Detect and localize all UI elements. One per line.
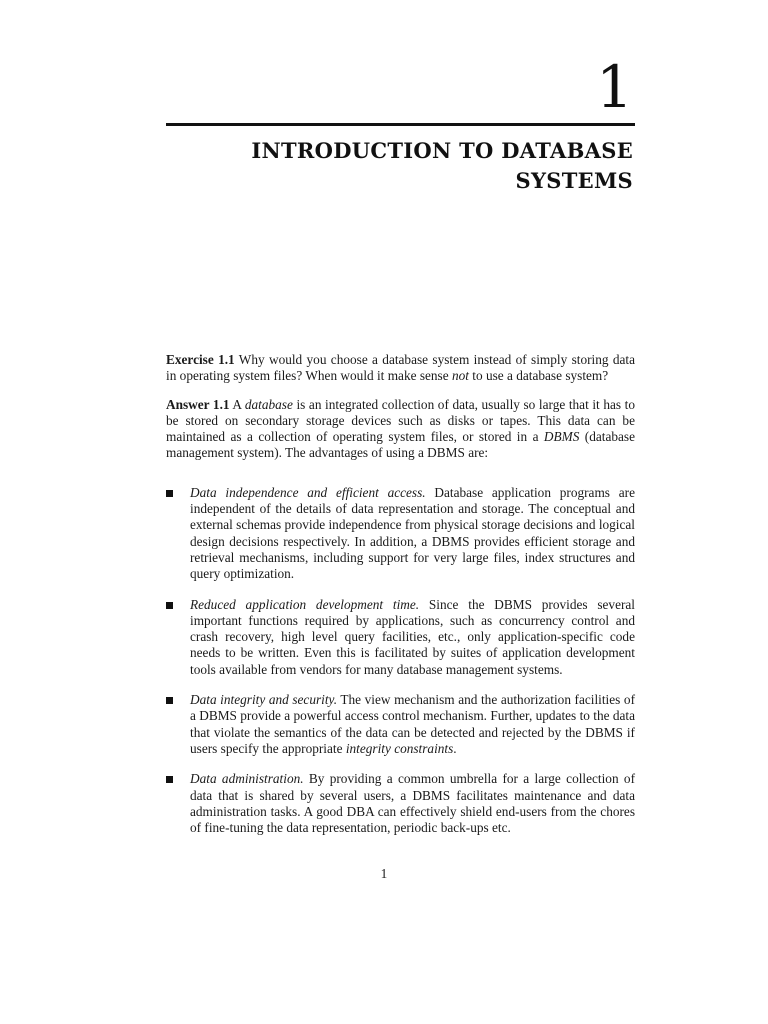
exercise-paragraph: [166, 352, 635, 385]
answer-text-b: is an integrated collection of data, usually so large that it has to be stored on secondary storage devices such as disks or tapes. This data can be maintained as a collection of operating system files, or stored in a: [166, 396, 635, 445]
item-text: Database application programs are independent of the details of data representation and storage. The conceptual and external schemas provide independence from physical storage decisions and logical design decisions respectively. In addition, a DBMS provides efficient storage and retrieval mechanisms, including support for very large files, index structures and query optimization.: [190, 484, 635, 582]
exercise-label: Exercise 1.1: [166, 352, 235, 367]
list-item-data-integrity: [166, 692, 635, 757]
bullet-square-icon: [166, 776, 173, 783]
list-item-reduced-dev-time: [166, 597, 635, 678]
answer-label: Answer 1.1: [166, 396, 230, 412]
item-term-integrity-constraints: integrity constraints: [345, 740, 454, 756]
answer-text-a: A: [229, 396, 245, 412]
chapter-title-line-1: INTRODUCTION TO DATABASE: [251, 138, 633, 163]
chapter-number: 1: [596, 53, 633, 121]
answer-term-database: database: [244, 396, 293, 412]
item-text: The view mechanism and the authorization facilities of a DBMS provide a powerful access control mechanism. Further, updates to the data that violate the semantics of the data can be detected and rejected by the DBMS if users specify the appropriate: [190, 692, 635, 756]
list-item-data-independence: [166, 485, 635, 583]
item-title: Data integrity and security.: [190, 692, 338, 708]
body-text: [166, 352, 635, 850]
item-text-end: .: [453, 740, 457, 756]
chapter-title-line-2: SYSTEMS: [515, 168, 633, 193]
exercise-text-a: Why would you choose a database system instead of simply storing data in operating system files? When would it make sense: [166, 352, 635, 384]
item-title: Data independence and efficient access.: [190, 484, 426, 500]
answer-paragraph: [166, 397, 635, 462]
item-text: Since the DBMS provides several important functions required by applications, such as concurrency control and crash recovery, high level query facilities, etc., only application-specific code needs to be written. Even this is facilitated by suites of application development tools available from vendors for many database management systems.: [190, 596, 635, 677]
answer-term-dbms: DBMS: [543, 429, 580, 445]
item-text: By providing a common umbrella for a large collection of data that is shared by several users, a DBMS facilitates maintenance and data administration tasks. A good DBA can effectively shield end-users from the chores of fine-tuning the data representation, periodic back-ups etc.: [190, 771, 635, 836]
chapter-title: [193, 136, 633, 196]
advantages-list: [166, 485, 635, 837]
item-title: Reduced application development time.: [190, 596, 420, 612]
item-title: Data administration.: [190, 771, 304, 787]
bullet-square-icon: [166, 602, 173, 609]
exercise-text-b: to use a database system?: [468, 368, 609, 384]
chapter-rule: [166, 123, 635, 126]
page-number: 1: [380, 866, 388, 881]
answer-text-c: (database management system). The advantages of using a DBMS are:: [166, 429, 635, 461]
exercise-not: not: [451, 368, 469, 384]
list-item-data-administration: [166, 771, 635, 836]
bullet-square-icon: [166, 490, 173, 497]
bullet-square-icon: [166, 697, 173, 704]
